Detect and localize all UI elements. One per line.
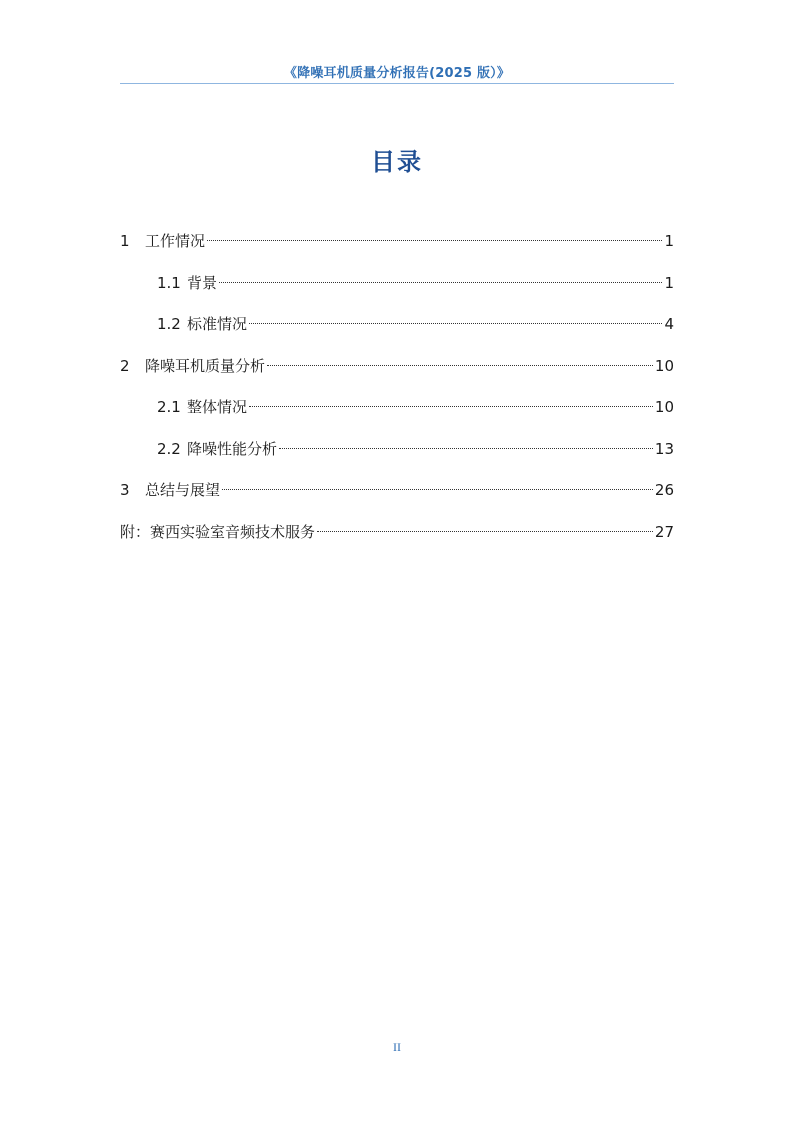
toc-entry-label: 降噪耳机质量分析 [145,356,266,375]
toc-entry-label: 总结与展望 [145,481,221,499]
toc-dot-leader [317,531,653,532]
toc-entry-number: 2 [120,356,130,375]
toc-entry-background[interactable] [120,270,674,312]
toc-entry-label: 整体情况 [187,398,248,416]
toc-entry-work-status[interactable] [120,228,674,270]
toc-dot-leader [222,489,653,490]
toc-dot-leader [249,406,653,407]
toc-entry-page: 13 [654,439,674,458]
toc-entry-noise-cancel[interactable] [120,436,674,478]
toc-entry-page: 10 [654,398,674,416]
toc-dot-leader [207,240,662,241]
page-number: II [393,1040,401,1054]
toc-entry-label: 标准情况 [187,315,248,333]
toc-entry-standards[interactable] [120,311,674,353]
toc-dot-leader [219,282,662,283]
toc-entry-quality-analysis[interactable] [120,353,674,395]
toc-dot-leader [279,448,653,449]
toc-entry-label: 背景 [187,273,218,292]
toc-title: 目录 [371,148,423,176]
toc-entry-number: 1 [120,232,130,250]
toc-entry-appendix[interactable] [120,519,674,561]
toc-entry-number: 1.2 [157,315,181,333]
toc-entry-page: 4 [664,315,674,333]
header-divider [120,83,674,84]
toc-entry-label: 附：赛西实验室音频技术服务 [120,522,316,541]
toc-entry-summary[interactable] [120,477,674,519]
toc-entry-number: 2.2 [157,439,181,458]
toc-dot-leader [249,323,662,324]
toc-entry-page: 1 [664,273,674,292]
toc-entry-number: 1.1 [157,273,181,292]
toc-entry-page: 26 [654,481,674,499]
toc-entry-page: 10 [654,356,674,375]
toc-entry-number: 2.1 [157,398,181,416]
toc-entry-page: 27 [654,522,674,541]
table-of-contents [120,228,674,560]
toc-entry-label: 降噪性能分析 [187,439,278,458]
toc-dot-leader [267,365,653,366]
running-header-title: 《降噪耳机质量分析报告(2025 版）》 [283,66,511,81]
toc-entry-overall[interactable] [120,394,674,436]
toc-entry-label: 工作情况 [145,232,206,250]
toc-entry-number: 3 [120,481,130,499]
toc-entry-page: 1 [664,232,674,250]
